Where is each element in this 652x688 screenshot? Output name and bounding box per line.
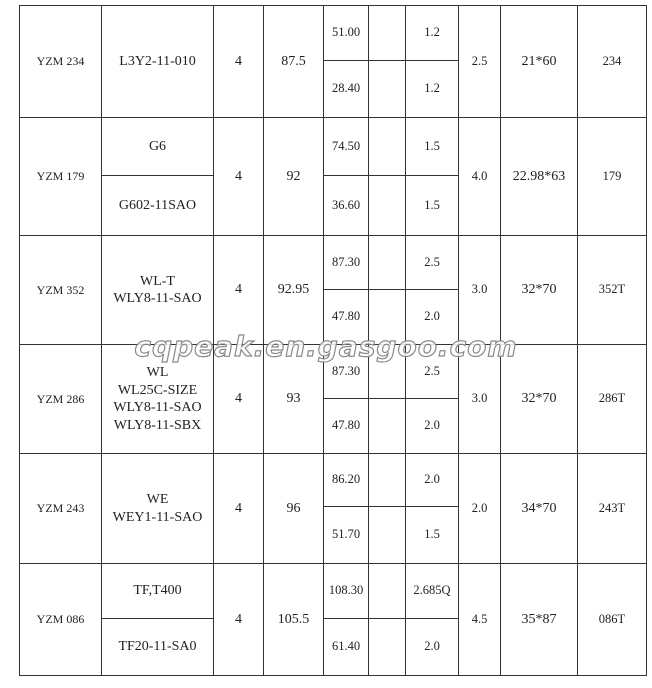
table-row <box>20 345 647 399</box>
pitch-cell: 2.5 <box>459 6 501 118</box>
table-row <box>20 564 647 619</box>
model-cell: YZM 179 <box>20 118 102 236</box>
size-cell: 35*87 <box>501 564 578 676</box>
ratio-cell: 2.0 <box>406 290 459 345</box>
blank-cell <box>369 345 406 399</box>
ratio-cell: 1.5 <box>406 176 459 236</box>
size-cell: 21*60 <box>501 6 578 118</box>
table-row <box>20 6 647 61</box>
qty-cell: 4 <box>214 454 264 564</box>
blank-cell <box>369 118 406 176</box>
blank-cell <box>369 236 406 290</box>
ratio-cell: 1.2 <box>406 61 459 118</box>
part-cell: L3Y2-11-010 <box>102 6 214 118</box>
diameter-cell: 96 <box>264 454 324 564</box>
watermark: cqpeak.en.gasgoo.com <box>134 330 518 363</box>
table-row <box>20 454 647 507</box>
qty-cell: 4 <box>214 6 264 118</box>
value-cell: 108.30 <box>324 564 369 619</box>
part-cell: WL-T WLY8-11-SAO <box>102 236 214 345</box>
model-cell: YZM 234 <box>20 6 102 118</box>
qty-cell: 4 <box>214 236 264 345</box>
part-cell: G6 <box>102 118 214 176</box>
value-cell: 86.20 <box>324 454 369 507</box>
blank-cell <box>369 176 406 236</box>
pitch-cell: 3.0 <box>459 345 501 454</box>
spec-table <box>19 5 647 676</box>
ratio-cell: 2.0 <box>406 619 459 676</box>
value-cell: 28.40 <box>324 61 369 118</box>
ratio-cell: 2.5 <box>406 345 459 399</box>
code-cell: 352T <box>578 236 647 345</box>
blank-cell <box>369 6 406 61</box>
value-cell: 47.80 <box>324 399 369 454</box>
blank-cell <box>369 454 406 507</box>
blank-cell <box>369 564 406 619</box>
diameter-cell: 92 <box>264 118 324 236</box>
model-cell: YZM 286 <box>20 345 102 454</box>
pitch-cell: 4.0 <box>459 118 501 236</box>
ratio-cell: 2.5 <box>406 236 459 290</box>
value-cell: 51.70 <box>324 507 369 564</box>
blank-cell <box>369 290 406 345</box>
value-cell: 47.80 <box>324 290 369 345</box>
part-cell: WL WL25C-SIZE WLY8-11-SAO WLY8-11-SBX <box>102 345 214 454</box>
pitch-cell: 2.0 <box>459 454 501 564</box>
part-cell: TF20-11-SA0 <box>102 619 214 676</box>
part-cell: WE WEY1-11-SAO <box>102 454 214 564</box>
qty-cell: 4 <box>214 564 264 676</box>
size-cell: 34*70 <box>501 454 578 564</box>
spec-table-body <box>20 6 647 676</box>
blank-cell <box>369 61 406 118</box>
size-cell: 22.98*63 <box>501 118 578 236</box>
qty-cell: 4 <box>214 345 264 454</box>
value-cell: 87.30 <box>324 345 369 399</box>
size-cell: 32*70 <box>501 345 578 454</box>
value-cell: 87.30 <box>324 236 369 290</box>
ratio-cell: 2.685Q <box>406 564 459 619</box>
blank-cell <box>369 619 406 676</box>
model-cell: YZM 086 <box>20 564 102 676</box>
value-cell: 74.50 <box>324 118 369 176</box>
value-cell: 61.40 <box>324 619 369 676</box>
value-cell: 51.00 <box>324 6 369 61</box>
diameter-cell: 93 <box>264 345 324 454</box>
code-cell: 243T <box>578 454 647 564</box>
blank-cell <box>369 507 406 564</box>
part-cell: TF,T400 <box>102 564 214 619</box>
code-cell: 086T <box>578 564 647 676</box>
blank-cell <box>369 399 406 454</box>
ratio-cell: 2.0 <box>406 399 459 454</box>
code-cell: 286T <box>578 345 647 454</box>
ratio-cell: 1.5 <box>406 118 459 176</box>
table-row <box>20 236 647 290</box>
code-cell: 179 <box>578 118 647 236</box>
model-cell: YZM 243 <box>20 454 102 564</box>
code-cell: 234 <box>578 6 647 118</box>
model-cell: YZM 352 <box>20 236 102 345</box>
pitch-cell: 4.5 <box>459 564 501 676</box>
diameter-cell: 105.5 <box>264 564 324 676</box>
part-cell: G602-11SAO <box>102 176 214 236</box>
table-row <box>20 118 647 176</box>
diameter-cell: 87.5 <box>264 6 324 118</box>
diameter-cell: 92.95 <box>264 236 324 345</box>
ratio-cell: 2.0 <box>406 454 459 507</box>
value-cell: 36.60 <box>324 176 369 236</box>
pitch-cell: 3.0 <box>459 236 501 345</box>
ratio-cell: 1.5 <box>406 507 459 564</box>
size-cell: 32*70 <box>501 236 578 345</box>
qty-cell: 4 <box>214 118 264 236</box>
ratio-cell: 1.2 <box>406 6 459 61</box>
